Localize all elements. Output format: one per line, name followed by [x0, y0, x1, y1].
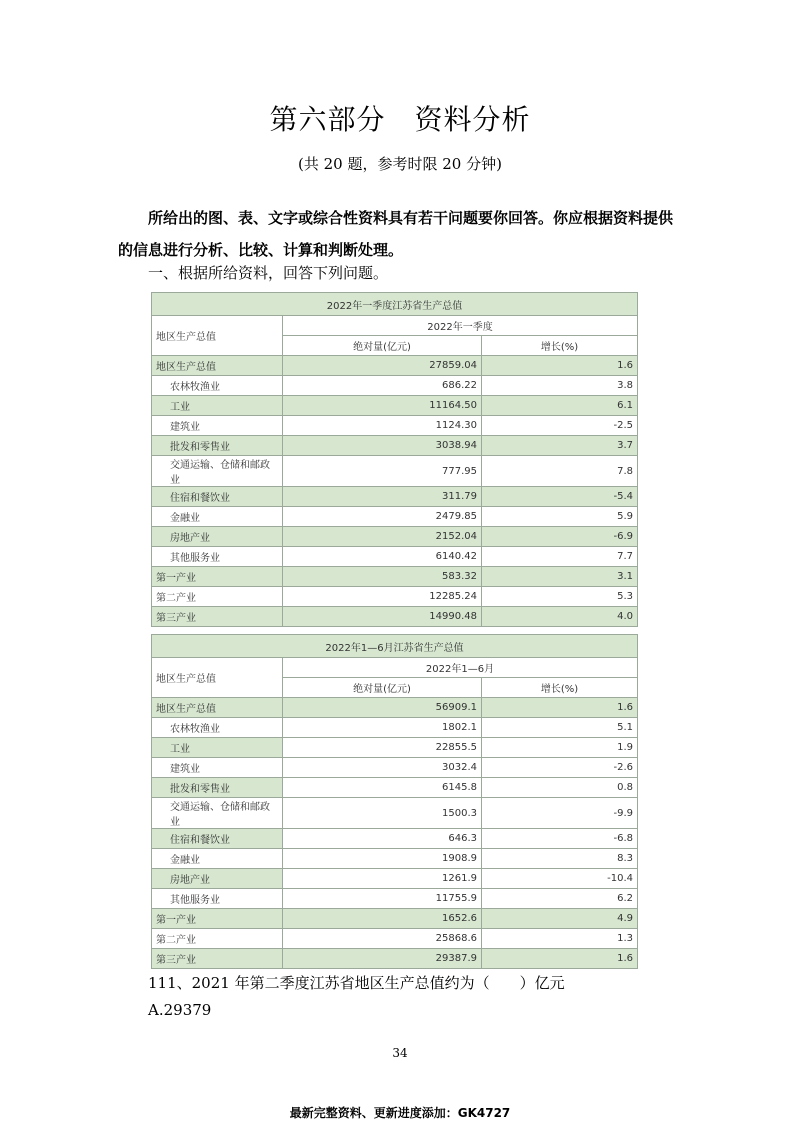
table-row [152, 416, 638, 436]
table-row [152, 487, 638, 507]
table-row [152, 356, 638, 376]
period-header: 2022年一季度 [283, 316, 638, 336]
row-name: 第二产业 [152, 929, 283, 949]
table-row [152, 829, 638, 849]
row-growth: -2.5 [482, 416, 638, 436]
row-name: 工业 [152, 738, 283, 758]
table-row [152, 849, 638, 869]
row-growth: -2.6 [482, 758, 638, 778]
row-name: 住宿和餐饮业 [152, 829, 283, 849]
table-row [152, 567, 638, 587]
row-name: 建筑业 [152, 758, 283, 778]
row-name: 住宿和餐饮业 [152, 487, 283, 507]
row-growth: 1.6 [482, 949, 638, 969]
table-row [152, 547, 638, 567]
instruction-text: 所给出的图、表、文字或综合性资料具有若干问题要你回答。你应根据资料提供的信息进行分析、比较、计算和判断处理。 [118, 209, 674, 259]
row-growth: -6.9 [482, 527, 638, 547]
row-name: 农林牧渔业 [152, 718, 283, 738]
table-row [152, 376, 638, 396]
row-abs: 2152.04 [283, 527, 482, 547]
row-name: 第一产业 [152, 909, 283, 929]
row-growth: 3.8 [482, 376, 638, 396]
row-growth: 3.1 [482, 567, 638, 587]
table-row [152, 778, 638, 798]
abs-header: 绝对量(亿元) [283, 336, 482, 356]
row-abs: 25868.6 [283, 929, 482, 949]
row-growth: 8.3 [482, 849, 638, 869]
footer-note: 最新完整资料、更新进度添加：GK4727 [289, 1106, 511, 1120]
table-row [152, 798, 638, 829]
row-growth: 1.6 [482, 356, 638, 376]
row-header: 地区生产总值 [152, 658, 283, 698]
row-growth: -5.4 [482, 487, 638, 507]
row-abs: 27859.04 [283, 356, 482, 376]
table-row [152, 738, 638, 758]
row-abs: 2479.85 [283, 507, 482, 527]
table-caption: 2022年一季度江苏省生产总值 [152, 293, 638, 316]
row-growth: 4.0 [482, 607, 638, 627]
row-name: 金融业 [152, 849, 283, 869]
row-abs: 22855.5 [283, 738, 482, 758]
row-growth: 6.1 [482, 396, 638, 416]
row-name: 第二产业 [152, 587, 283, 607]
row-abs: 3032.4 [283, 758, 482, 778]
row-growth: 1.9 [482, 738, 638, 758]
row-name: 金融业 [152, 507, 283, 527]
gdp-q1-table [151, 292, 638, 627]
table-row [152, 889, 638, 909]
row-name: 第一产业 [152, 567, 283, 587]
row-abs: 777.95 [283, 456, 482, 487]
row-name: 农林牧渔业 [152, 376, 283, 396]
page-number: 34 [392, 1046, 408, 1060]
row-abs: 11755.9 [283, 889, 482, 909]
row-name: 第三产业 [152, 949, 283, 969]
row-growth: 3.7 [482, 436, 638, 456]
table-row [152, 607, 638, 627]
row-name: 批发和零售业 [152, 436, 283, 456]
row-abs: 56909.1 [283, 698, 482, 718]
row-abs: 1652.6 [283, 909, 482, 929]
row-growth: 1.6 [482, 698, 638, 718]
growth-header: 增长(%) [482, 336, 638, 356]
answer-option-a: A.29379 [148, 1001, 212, 1019]
table-row [152, 527, 638, 547]
table-row [152, 396, 638, 416]
row-abs: 311.79 [283, 487, 482, 507]
row-abs: 686.22 [283, 376, 482, 396]
table-caption: 2022年1—6月江苏省生产总值 [152, 635, 638, 658]
abs-header: 绝对量(亿元) [283, 678, 482, 698]
gdp-h1-table [151, 634, 638, 969]
row-abs: 646.3 [283, 829, 482, 849]
row-abs: 1908.9 [283, 849, 482, 869]
row-growth: -9.9 [482, 798, 638, 829]
table-row [152, 909, 638, 929]
row-abs: 1261.9 [283, 869, 482, 889]
row-growth: 5.1 [482, 718, 638, 738]
row-growth: -6.8 [482, 829, 638, 849]
row-header: 地区生产总值 [152, 316, 283, 356]
row-growth: 4.9 [482, 909, 638, 929]
table-row [152, 929, 638, 949]
row-name: 其他服务业 [152, 889, 283, 909]
row-growth: 6.2 [482, 889, 638, 909]
table-row [152, 718, 638, 738]
table-row [152, 436, 638, 456]
row-abs: 6140.42 [283, 547, 482, 567]
row-name: 交通运输、仓储和邮政业 [152, 456, 283, 487]
question-text: 111、2021 年第二季度江苏省地区生产总值约为（ ）亿元 [148, 974, 565, 992]
row-abs: 583.32 [283, 567, 482, 587]
row-abs: 29387.9 [283, 949, 482, 969]
row-name: 交通运输、仓储和邮政业 [152, 798, 283, 829]
row-name: 批发和零售业 [152, 778, 283, 798]
row-abs: 1802.1 [283, 718, 482, 738]
table-row [152, 758, 638, 778]
row-name: 工业 [152, 396, 283, 416]
table-row [152, 587, 638, 607]
row-name: 第三产业 [152, 607, 283, 627]
page-title: 第六部分 资料分析 [269, 103, 531, 136]
row-name: 房地产业 [152, 527, 283, 547]
row-growth: 7.7 [482, 547, 638, 567]
row-growth: 7.8 [482, 456, 638, 487]
page-subtitle: (共 20 题，参考时限 20 分钟) [298, 155, 502, 173]
row-name: 地区生产总值 [152, 698, 283, 718]
row-name: 建筑业 [152, 416, 283, 436]
row-abs: 11164.50 [283, 396, 482, 416]
section-heading: 一、根据所给资料，回答下列问题。 [148, 264, 389, 282]
row-abs: 14990.48 [283, 607, 482, 627]
row-name: 其他服务业 [152, 547, 283, 567]
row-abs: 6145.8 [283, 778, 482, 798]
row-abs: 3038.94 [283, 436, 482, 456]
row-growth: 5.9 [482, 507, 638, 527]
row-growth: 5.3 [482, 587, 638, 607]
table-row [152, 698, 638, 718]
period-header: 2022年1—6月 [283, 658, 638, 678]
table-row [152, 456, 638, 487]
row-growth: -10.4 [482, 869, 638, 889]
row-growth: 0.8 [482, 778, 638, 798]
row-abs: 1500.3 [283, 798, 482, 829]
table-row [152, 949, 638, 969]
row-name: 地区生产总值 [152, 356, 283, 376]
row-abs: 1124.30 [283, 416, 482, 436]
row-name: 房地产业 [152, 869, 283, 889]
row-growth: 1.3 [482, 929, 638, 949]
table-row [152, 507, 638, 527]
row-abs: 12285.24 [283, 587, 482, 607]
growth-header: 增长(%) [482, 678, 638, 698]
table-row [152, 869, 638, 889]
